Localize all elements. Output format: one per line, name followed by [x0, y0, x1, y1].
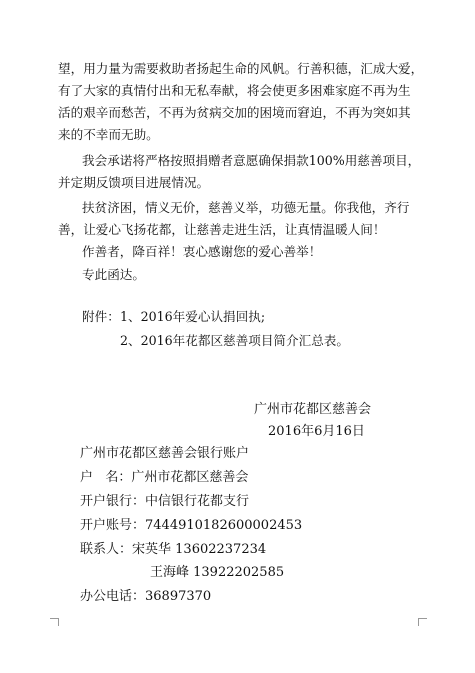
bank-row-label: 办公电话：	[80, 589, 146, 604]
bank-row-value: 7444910182600002453	[145, 518, 303, 533]
crop-mark	[50, 618, 58, 619]
bank-row-label: 户 名：	[80, 470, 132, 485]
bank-row-value: 广州市花都区慈善会	[131, 470, 249, 485]
bank-row-value: 36897370	[145, 589, 212, 604]
body-line: 并定期反馈项目进展情况。	[58, 175, 210, 190]
signature-org: 广州市花都区慈善会	[254, 402, 372, 417]
bank-row	[80, 514, 302, 533]
attachments-label: 附件：	[82, 309, 120, 324]
body-line: 望，用力量为需要救助者扬起生命的风帆。行善积德，汇成大爱，	[58, 61, 424, 76]
signature-date: 2016年6月16日	[268, 424, 365, 439]
bank-row-value: 中信银行花都支行	[145, 494, 250, 509]
body-line: 来的不幸而无助。	[58, 127, 159, 142]
body-line: 活的艰辛而愁苦，不再为贫病交加的困境而窘迫，不再为突如其	[58, 105, 411, 120]
body-line: 我会承诺将严格按照捐赠者意愿确保捐款100%用慈善项目，	[82, 153, 421, 168]
closing-remark: 专此函达。	[82, 267, 145, 282]
body-line: 有了大家的真情付出和无私奉献，将会使更多困难家庭不再为生	[58, 83, 411, 98]
bank-row-value: 宋英华 13602237234	[132, 542, 267, 557]
body-line: 扶贫济困，情义无价，慈善义举，功德无量。你我他，齐行	[82, 200, 410, 215]
bank-row-label: 开户账号：	[80, 518, 146, 533]
bank-row	[80, 490, 249, 509]
bank-row-label: 联系人：	[80, 542, 133, 557]
attachment-item: 1、2016年爱心认捐回执;	[120, 309, 266, 324]
crop-mark	[419, 618, 427, 619]
bank-row	[80, 466, 248, 485]
crop-mark	[58, 618, 59, 626]
attachment-item: 2、2016年花都区慈善项目简介汇总表。	[120, 333, 349, 348]
bank-row	[150, 561, 284, 580]
bank-row-label: 开户银行：	[80, 494, 146, 509]
bank-row-value: 王海峰 13922202585	[150, 565, 285, 580]
crop-mark	[418, 618, 419, 626]
body-line: 善，让爱心飞扬花都，让慈善走进生活，让真情温暖人间！	[58, 222, 386, 237]
bank-row	[80, 538, 266, 557]
closing-line: 作善者，降百祥！衷心感谢您的爱心善举！	[82, 244, 322, 259]
bank-heading: 广州市花都区慈善会银行账户	[80, 446, 250, 461]
bank-row	[80, 585, 211, 604]
